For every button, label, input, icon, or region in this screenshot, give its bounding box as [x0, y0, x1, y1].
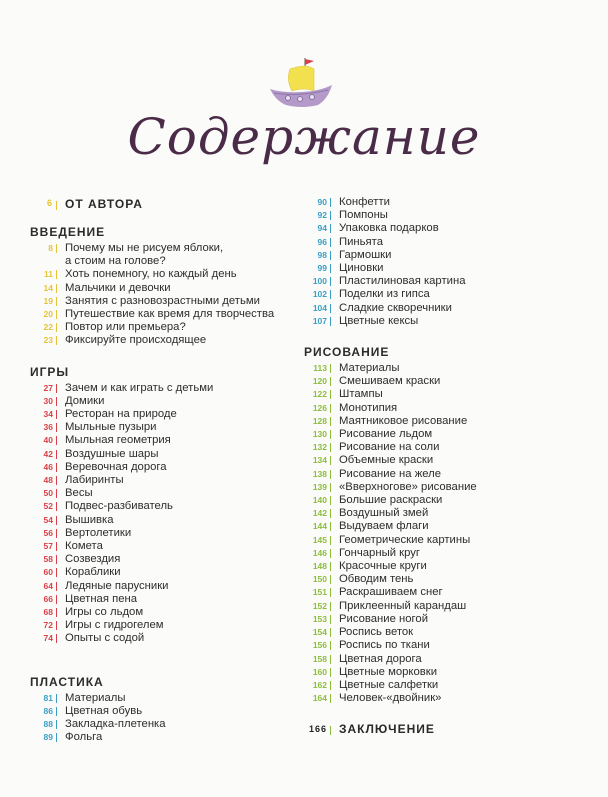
- entry-label: «Вверхногове» рисование: [339, 480, 477, 493]
- separator-bar: [56, 516, 57, 525]
- entry-label: Повтор или премьера?: [65, 321, 186, 334]
- entry-label: Роспись по ткани: [339, 639, 430, 652]
- entry-label: Мыльные пузыри: [65, 421, 157, 434]
- entry-label: Материалы: [339, 362, 400, 375]
- separator-bar: [330, 198, 331, 207]
- toc-entry[interactable]: [304, 481, 594, 494]
- separator-bar: [56, 694, 57, 703]
- toc-entry[interactable]: [304, 494, 594, 507]
- separator-bar: [330, 615, 331, 624]
- toc-entry[interactable]: [30, 705, 290, 718]
- toc-entry[interactable]: [30, 632, 290, 645]
- page-number: 68: [43, 607, 53, 618]
- separator-bar: [330, 251, 331, 260]
- toc-entry[interactable]: [304, 507, 594, 520]
- page-number: 145: [312, 534, 327, 545]
- entry-label: Зачем и как играть с детьми: [65, 381, 214, 394]
- separator-bar: [330, 655, 331, 664]
- entry-label: Вертолетики: [65, 526, 132, 539]
- page-number: 138: [312, 468, 327, 479]
- toc-entry[interactable]: [30, 382, 290, 395]
- toc-entry[interactable]: [30, 527, 290, 540]
- toc-section: [30, 364, 290, 646]
- toc-entry[interactable]: [304, 375, 594, 388]
- page-number: 126: [312, 402, 327, 413]
- page-number: 98: [317, 249, 327, 260]
- page-number: 166: [308, 723, 327, 734]
- toc-section-drawing: [304, 344, 594, 705]
- toc-entry[interactable]: [30, 308, 290, 321]
- page-number: 132: [312, 442, 327, 453]
- entry-label: Приклеенный карандаш: [339, 599, 467, 612]
- separator-bar: [330, 496, 331, 505]
- page-number: 122: [312, 389, 327, 400]
- toc-entry[interactable]: [304, 415, 594, 428]
- page-number: 46: [43, 461, 53, 472]
- page-number: 66: [43, 593, 53, 604]
- toc-author-entry[interactable]: [30, 196, 290, 212]
- separator-bar: [56, 270, 57, 279]
- separator-bar: [56, 476, 57, 485]
- page-number: 54: [43, 514, 53, 525]
- toc-entry[interactable]: [304, 222, 594, 235]
- toc-entry[interactable]: [30, 242, 290, 268]
- entry-label: Воздушные шары: [65, 447, 159, 460]
- separator-bar: [56, 336, 57, 345]
- entry-label: Пиньята: [339, 235, 384, 248]
- entry-label: Мыльная геометрия: [65, 434, 171, 447]
- page-number: 89: [43, 732, 53, 743]
- page-number: 36: [43, 422, 53, 433]
- separator-bar: [330, 602, 331, 611]
- page-number: 100: [312, 276, 327, 287]
- page-number: 164: [312, 693, 327, 704]
- toc-entry[interactable]: [304, 573, 594, 586]
- page-number: 42: [43, 448, 53, 459]
- entry-label: Веревочная дорога: [65, 460, 167, 473]
- entry-label: Цветные салфетки: [339, 678, 439, 691]
- toc-entry[interactable]: [30, 514, 290, 527]
- separator-bar: [56, 297, 57, 306]
- separator-bar: [330, 211, 331, 220]
- separator-bar: [56, 634, 57, 643]
- page-number: 120: [312, 376, 327, 387]
- separator-bar: [56, 244, 57, 253]
- entry-label: Почему мы не рисуем яблоки, а стоим на голове?: [65, 242, 224, 268]
- separator-bar: [56, 201, 57, 210]
- entry-label: Рисование на соли: [339, 441, 440, 454]
- page-number: 6: [46, 198, 53, 209]
- page-number: 14: [43, 282, 53, 293]
- toc-entry[interactable]: [30, 606, 290, 619]
- page-number: 64: [43, 580, 53, 591]
- toc-entry[interactable]: [30, 295, 290, 308]
- separator-bar: [56, 436, 57, 445]
- separator-bar: [56, 595, 57, 604]
- toc-entry[interactable]: [304, 315, 594, 328]
- page-number: 90: [317, 197, 327, 207]
- separator-bar: [56, 410, 57, 419]
- entry-label: ОТ АВТОРА: [65, 197, 143, 211]
- page-number: 156: [312, 640, 327, 651]
- toc-entry[interactable]: [304, 275, 594, 288]
- entry-label: Весы: [65, 487, 93, 500]
- entry-label: Рисование ногой: [339, 612, 429, 625]
- toc-entry[interactable]: [30, 487, 290, 500]
- separator-bar: [56, 323, 57, 332]
- separator-bar: [56, 733, 57, 742]
- page-number: 86: [43, 705, 53, 716]
- page-number: 72: [43, 620, 53, 631]
- entry-label: Обводим тень: [339, 573, 414, 586]
- entry-label: Рисование льдом: [339, 428, 433, 441]
- page-number: 134: [312, 455, 327, 466]
- separator-bar: [330, 224, 331, 233]
- entry-label: Закладка-плетенка: [65, 718, 166, 731]
- page-number: 23: [43, 335, 53, 346]
- separator-bar: [330, 575, 331, 584]
- page-number: 57: [43, 541, 53, 552]
- toc-entry[interactable]: [30, 593, 290, 606]
- toc-entry[interactable]: [30, 461, 290, 474]
- toc-entry[interactable]: [304, 362, 594, 375]
- toc-entry[interactable]: [304, 428, 594, 441]
- separator-bar: [330, 628, 331, 637]
- page-number: 40: [43, 435, 53, 446]
- page-number: 20: [43, 309, 53, 320]
- page-number: 99: [317, 263, 327, 274]
- entry-label: Большие раскраски: [339, 494, 443, 507]
- separator-bar: [56, 502, 57, 511]
- toc-entry[interactable]: [30, 282, 290, 295]
- entry-label: Материалы: [65, 691, 126, 704]
- separator-bar: [56, 397, 57, 406]
- toc-entry[interactable]: [304, 639, 594, 652]
- page-number: 58: [43, 554, 53, 565]
- section-heading: ПЛАСТИКА: [30, 674, 104, 689]
- toc-entry[interactable]: [304, 236, 594, 249]
- page-number: 107: [312, 315, 327, 326]
- entry-label: Гармошки: [339, 248, 392, 261]
- separator-bar: [330, 430, 331, 439]
- toc-entry[interactable]: [304, 692, 594, 705]
- toc-entry[interactable]: [30, 718, 290, 731]
- separator-bar: [330, 641, 331, 650]
- entry-label: Циновки: [339, 262, 384, 275]
- entry-label: Человек-«двойник»: [339, 692, 442, 705]
- separator-bar: [56, 608, 57, 617]
- separator-bar: [56, 450, 57, 459]
- page-number: 148: [312, 561, 327, 572]
- toc-entry[interactable]: [304, 388, 594, 401]
- toc-entry[interactable]: [304, 600, 594, 613]
- separator-bar: [330, 317, 331, 326]
- sailboat-illustration: [268, 55, 336, 113]
- entry-label: Опыты с содой: [65, 632, 145, 645]
- separator-bar: [330, 668, 331, 677]
- entry-label: Цветные кексы: [339, 314, 419, 327]
- entry-label: Вышивка: [65, 513, 114, 526]
- separator-bar: [330, 238, 331, 247]
- separator-bar: [56, 489, 57, 498]
- page-number: 150: [312, 574, 327, 585]
- entry-label: Занятия с разновозрастными детьми: [65, 294, 260, 307]
- separator-bar: [330, 404, 331, 413]
- toc-entry[interactable]: [30, 566, 290, 579]
- toc-entry[interactable]: [30, 395, 290, 408]
- separator-bar: [330, 264, 331, 273]
- entry-label: Созвездия: [65, 553, 121, 566]
- page-number: 22: [43, 322, 53, 333]
- entry-label: Раскрашиваем снег: [339, 586, 443, 599]
- entry-label: Домики: [65, 394, 105, 407]
- toc-entry[interactable]: [30, 268, 290, 281]
- separator-bar: [56, 284, 57, 293]
- toc-entry[interactable]: [30, 408, 290, 421]
- separator-bar: [330, 443, 331, 452]
- entry-label: Ресторан на природе: [65, 408, 177, 421]
- page-number: 102: [312, 289, 327, 300]
- toc-entry[interactable]: [30, 321, 290, 334]
- page-number: 94: [317, 223, 327, 234]
- page-number: 74: [43, 633, 53, 644]
- page-number: 140: [312, 495, 327, 506]
- entry-label: Упаковка подарков: [339, 222, 439, 235]
- page-number: 142: [312, 508, 327, 519]
- entry-label: Цветная дорога: [339, 652, 422, 665]
- page-number: 162: [312, 679, 327, 690]
- page-number: 11: [44, 269, 53, 280]
- toc-entry[interactable]: [30, 553, 290, 566]
- page-number: 19: [43, 295, 53, 306]
- toc-entry[interactable]: [30, 619, 290, 632]
- page-number: 146: [312, 547, 327, 558]
- toc-entry[interactable]: [304, 586, 594, 599]
- separator-bar: [56, 568, 57, 577]
- toc-entry[interactable]: [304, 402, 594, 415]
- separator-bar: [330, 390, 331, 399]
- separator-bar: [330, 726, 331, 735]
- separator-bar: [330, 522, 331, 531]
- page-number: 52: [43, 501, 53, 512]
- separator-bar: [330, 588, 331, 597]
- page-number: 160: [312, 666, 327, 677]
- separator-bar: [56, 423, 57, 432]
- entry-label: Игры с гидрогелем: [65, 619, 164, 632]
- separator-bar: [330, 536, 331, 545]
- page-number: 92: [317, 210, 327, 221]
- entry-label: Хоть понемногу, но каждый день: [65, 268, 237, 281]
- page-number: 60: [43, 567, 53, 578]
- entry-label: Кораблики: [65, 566, 121, 579]
- entry-label: Выдуваем флаги: [339, 520, 429, 533]
- section-heading: ВВЕДЕНИЕ: [30, 225, 106, 239]
- separator-bar: [56, 720, 57, 729]
- toc-entry[interactable]: [304, 468, 594, 481]
- page-number: 130: [312, 429, 327, 440]
- toc-entry[interactable]: [30, 448, 290, 461]
- section-heading: ИГРЫ: [30, 364, 70, 379]
- page-number: 151: [312, 587, 327, 598]
- separator-bar: [330, 694, 331, 703]
- entry-label: Игры со льдом: [65, 606, 144, 619]
- toc-entry[interactable]: [304, 560, 594, 573]
- section-heading: РИСОВАНИЕ: [304, 345, 390, 360]
- toc-entry[interactable]: [304, 454, 594, 467]
- toc-entry[interactable]: [304, 626, 594, 639]
- page-number: 50: [43, 488, 53, 499]
- toc-left-column: [30, 196, 290, 745]
- page-number: 81: [43, 692, 53, 703]
- page-number: 48: [43, 475, 53, 486]
- page-number: 139: [312, 481, 327, 492]
- entry-label: Фольга: [65, 731, 103, 744]
- page-number: 128: [312, 415, 327, 426]
- separator-bar: [56, 707, 57, 716]
- entry-label: Гончарный круг: [339, 546, 421, 559]
- page-title: Содержание: [127, 108, 481, 166]
- entry-label: Ледяные парусники: [65, 579, 169, 592]
- toc-entry[interactable]: [304, 613, 594, 626]
- page-number: 30: [43, 395, 53, 406]
- entry-label: Цветная пена: [65, 592, 138, 605]
- separator-bar: [330, 562, 331, 571]
- toc-entry[interactable]: [304, 441, 594, 454]
- toc-entry[interactable]: [30, 474, 290, 487]
- toc-conclusion-entry[interactable]: [304, 721, 594, 737]
- separator-bar: [330, 681, 331, 690]
- separator-bar: [330, 364, 331, 373]
- toc-entry[interactable]: [304, 547, 594, 560]
- entry-label: Смешиваем краски: [339, 375, 441, 388]
- toc-entry[interactable]: [304, 666, 594, 679]
- separator-bar: [330, 290, 331, 299]
- page-number: 27: [43, 382, 53, 393]
- page-number: 8: [48, 243, 53, 253]
- entry-label: Мальчики и девочки: [65, 281, 171, 294]
- toc-entry[interactable]: [30, 731, 290, 744]
- separator-bar: [56, 529, 57, 538]
- entry-label: Рисование на желе: [339, 467, 442, 480]
- toc-entry[interactable]: [30, 421, 290, 434]
- page-number: 152: [312, 600, 327, 611]
- page-number: 153: [312, 613, 327, 624]
- separator-bar: [56, 310, 57, 319]
- toc-entry[interactable]: [304, 520, 594, 533]
- entry-label: Поделки из гипса: [339, 288, 430, 301]
- toc-entry[interactable]: [304, 262, 594, 275]
- entry-label: Фиксируйте происходящее: [65, 334, 207, 347]
- toc-section: [30, 224, 290, 348]
- entry-label: Воздушный змей: [339, 507, 429, 520]
- separator-bar: [56, 621, 57, 630]
- page-number: 144: [312, 521, 327, 532]
- toc-entry[interactable]: [30, 540, 290, 553]
- entry-label: Красочные круги: [339, 560, 427, 573]
- separator-bar: [330, 470, 331, 479]
- separator-bar: [56, 555, 57, 564]
- separator-bar: [330, 377, 331, 386]
- entry-label: Помпоны: [339, 209, 388, 222]
- entry-label: Подвес-разбиватель: [65, 500, 173, 513]
- entry-label: Монотипия: [339, 401, 398, 414]
- page-number: 34: [43, 409, 53, 420]
- toc-entry[interactable]: [304, 653, 594, 666]
- entry-label: Геометрические картины: [339, 533, 471, 546]
- toc-entry[interactable]: [304, 288, 594, 301]
- toc-entry[interactable]: [30, 692, 290, 705]
- entry-label: Маятниковое рисование: [339, 414, 468, 427]
- entry-label: Цветные морковки: [339, 665, 438, 678]
- page-number: 88: [43, 719, 53, 730]
- separator-bar: [330, 304, 331, 313]
- entry-label: Роспись веток: [339, 626, 414, 639]
- separator-bar: [56, 542, 57, 551]
- page-number: 158: [312, 653, 327, 664]
- toc-right-column: [304, 196, 594, 737]
- entry-label: Пластилиновая картина: [339, 275, 466, 288]
- page-number: 56: [43, 527, 53, 538]
- entry-label: Сладкие скворечники: [339, 301, 452, 314]
- toc-entry[interactable]: [304, 196, 594, 209]
- entry-label: Объемные краски: [339, 454, 434, 467]
- toc-entry[interactable]: [304, 249, 594, 262]
- entry-label: Комета: [65, 540, 103, 553]
- entry-label: ЗАКЛЮЧЕНИЕ: [339, 722, 435, 737]
- toc-section: [30, 674, 290, 745]
- entry-label: Путешествие как время для творчества: [65, 308, 275, 321]
- toc-entry[interactable]: [30, 500, 290, 513]
- separator-bar: [56, 384, 57, 393]
- page-number: 96: [317, 236, 327, 247]
- toc-entry[interactable]: [30, 580, 290, 593]
- toc-entry[interactable]: [30, 334, 290, 347]
- toc-section-plastic-continued: [304, 196, 594, 328]
- toc-entry[interactable]: [30, 434, 290, 447]
- toc-entry[interactable]: [304, 679, 594, 692]
- separator-bar: [56, 463, 57, 472]
- separator-bar: [56, 582, 57, 591]
- separator-bar: [330, 456, 331, 465]
- entry-label: Цветная обувь: [65, 704, 143, 717]
- toc-entry[interactable]: [304, 302, 594, 315]
- page-number: 104: [312, 302, 327, 313]
- entry-label: Штампы: [339, 388, 383, 401]
- toc-entry[interactable]: [304, 534, 594, 547]
- page-number: 154: [312, 627, 327, 638]
- separator-bar: [330, 509, 331, 518]
- toc-entry[interactable]: [304, 209, 594, 222]
- separator-bar: [330, 549, 331, 558]
- entry-label: Конфетти: [339, 196, 390, 208]
- separator-bar: [330, 417, 331, 426]
- page-number: 113: [313, 363, 327, 374]
- entry-label: Лабиринты: [65, 474, 124, 487]
- separator-bar: [330, 277, 331, 286]
- separator-bar: [330, 483, 331, 492]
